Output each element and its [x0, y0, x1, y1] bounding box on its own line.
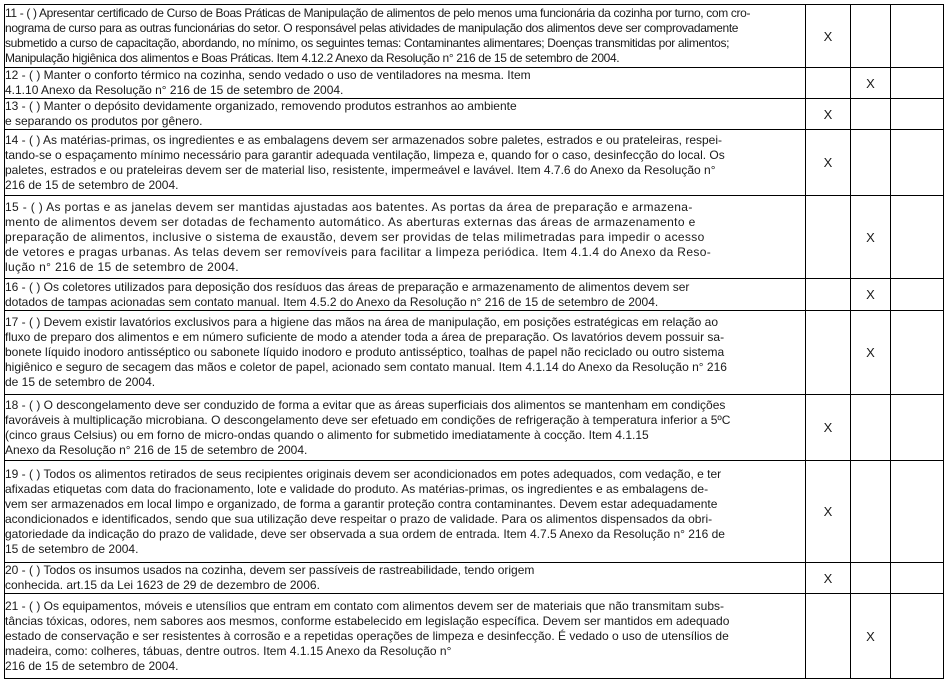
- item-text-line: 11 - ( ) Apresentar certificado de Curso de Boas Práticas de Manipulação de alimentos de pelo menos uma funcionária da cozinha por turno, com cro-: [5, 6, 751, 20]
- item-text-line: paletes, estrados e ou prateleiras devem ser de material liso, resistente, impermeável e lavável. Item 4.7.6 do Anexo da Resolução n°: [5, 162, 716, 177]
- item-text-line: estado de conservação e ser resistentes à corrosão e a repetidas operações de limpeza e desinfecção. É vedado o uso de utensílios de: [5, 628, 729, 643]
- mark-cell: [891, 563, 944, 594]
- item-text-line: 20 - ( ) Todos os insumos usados na cozinha, devem ser passíveis de rastreabilidade, tendo origem: [5, 563, 535, 577]
- item-text-line: de vetores e pragas urbanas. As telas devem ser removíveis para facilitar a limpeza periódica. Item 4.1.4 do Anexo da Reso-: [5, 244, 712, 259]
- mark-cell: [851, 5, 891, 68]
- checklist-row: [5, 311, 944, 395]
- mark-cell: X: [806, 461, 851, 563]
- mark-cell: X: [806, 5, 851, 68]
- checklist-row: [5, 594, 944, 679]
- mark-cell: [891, 5, 944, 68]
- mark-cell: [851, 130, 891, 196]
- mark-cell: X: [851, 594, 891, 679]
- mark-cell: X: [806, 130, 851, 196]
- item-text-line: 19 - ( ) Todos os alimentos retirados de seus recipientes originais devem ser acondicionados em potes adequados, com vedação, e ter: [5, 466, 722, 481]
- item-text-line: lução n° 216 de 15 de setembro de 2004.: [5, 259, 239, 274]
- mark-cell: [891, 130, 944, 196]
- item-text-line: 216 de 15 de setembro de 2004.: [5, 177, 179, 192]
- item-text-line: fluxo de preparo dos alimentos e em número suficiente de modo a atender toda a área de preparação. Os lavatórios devem possuir sa-: [5, 330, 725, 344]
- item-text-line: bonete líquido inodoro antisséptico ou sabonete líquido inodoro e produto antisséptico, toalhas de papel não reciclado ou outro sistema: [5, 345, 725, 359]
- checklist-body: [5, 5, 944, 679]
- item-text-line: tando-se o espaçamento mínimo necessário para garantir adequada ventilação, limpeza e, quando for o caso, desinfecção do local. Os: [5, 147, 725, 162]
- checklist-row: [5, 99, 944, 130]
- mark-cell: X: [851, 279, 891, 311]
- item-text-line: 4.1.10 Anexo da Resolução n° 216 de 15 de setembro de 2004.: [5, 83, 344, 97]
- mark-cell: [851, 395, 891, 461]
- mark-cell: [806, 594, 851, 679]
- item-text-line: de 15 de setembro de 2004.: [5, 375, 156, 389]
- item-text-line: 15 - ( ) As portas e as janelas devem ser mantidas ajustadas aos batentes. As portas da área de preparação e armazena-: [5, 199, 693, 214]
- mark-cell: [891, 311, 944, 395]
- mark-cell: [851, 99, 891, 130]
- item-text-line: e separando os produtos por gênero.: [5, 114, 203, 128]
- item-text-line: 21 - ( ) Os equipamentos, móveis e utensílios que entram em contato com alimentos devem ser de materiais que não transmitam subs-: [5, 598, 724, 613]
- item-text-line: submetido a curso de capacitação, abordando, no mínimo, os seguintes temas: Contaminantes alimentares; Doenças transmitidas por alimentos;: [5, 36, 730, 50]
- item-text-line: (cinco graus Celsius) ou em forno de micro-ondas quando o alimento for submetido imediatamente à cocção. Item 4.1.15: [5, 427, 649, 442]
- item-text: [5, 5, 806, 68]
- item-text-line: gatoriedade da indicação do prazo de validade, deve ser observada a sua ordem de entrada. Item 4.7.5 Anexo da Resolução n° 216 de: [5, 526, 725, 541]
- item-text-line: Anexo da Resolução n° 216 de 15 de setembro de 2004.: [5, 442, 308, 457]
- checklist-row: [5, 461, 944, 563]
- item-text: [5, 196, 806, 279]
- item-text-line: Manipulação higiênica dos alimentos e Boas Práticas. Item 4.12.2 Anexo da Resolução n° 216 de 15 de setembro de 2004.: [5, 51, 620, 65]
- item-text-line: 216 de 15 de setembro de 2004.: [5, 658, 179, 673]
- checklist-row: [5, 563, 944, 594]
- item-text-line: afixadas etiquetas com data do fracionamento, lote e validade do produto. As matérias-primas, os ingredientes e as embalagens de-: [5, 481, 709, 496]
- item-text-line: dotados de tampas acionadas sem contato manual. Item 4.5.2 do Anexo da Resolução n° 216 de 15 de setembro de 2004.: [5, 294, 659, 309]
- checklist-table: [4, 4, 944, 679]
- item-text-line: favoráveis à multiplicação microbiana. O descongelamento deve ser efetuado em condições de refrigeração à temperatura inferior a 5ºC: [5, 412, 731, 427]
- item-text-line: higiênico e seguro de secagem das mãos e coletor de papel, acionado sem contato manual. Item 4.1.14 do Anexo da Resolução n° 216: [5, 360, 727, 374]
- mark-cell: [851, 461, 891, 563]
- mark-cell: X: [806, 563, 851, 594]
- item-text-line: mento de alimentos devem ser dotadas de fechamento automático. As aberturas externas das áreas de armazenamento e: [5, 214, 696, 229]
- item-text-line: 12 - ( ) Manter o conforto térmico na cozinha, sendo vedado o uso de ventiladores na mesma. Item: [5, 68, 531, 82]
- item-text: [5, 594, 806, 679]
- item-text-line: 15 de setembro de 2004.: [5, 541, 139, 556]
- item-text: [5, 130, 806, 196]
- item-text-line: 14 - ( ) As matérias-primas, os ingredientes e as embalagens devem ser armazenados sobre paletes, estrados e ou prateleiras, respei-: [5, 132, 723, 147]
- item-text: [5, 68, 806, 99]
- item-text-line: preparação de alimentos, inclusive o sistema de exaustão, devem ser providas de telas milimetradas para impedir o acesso: [5, 229, 705, 244]
- mark-cell: [891, 594, 944, 679]
- checklist-row: [5, 130, 944, 196]
- mark-cell: [851, 563, 891, 594]
- checklist-row: [5, 196, 944, 279]
- item-text: [5, 311, 806, 395]
- mark-cell: [891, 279, 944, 311]
- mark-cell: [891, 68, 944, 99]
- item-text: [5, 395, 806, 461]
- item-text-line: vem ser armazenados em local limpo e organizado, de forma a garantir proteção contra contaminantes. Devem estar adequadamente: [5, 496, 718, 511]
- mark-cell: X: [851, 311, 891, 395]
- item-text: [5, 279, 806, 311]
- item-text-line: 13 - ( ) Manter o depósito devidamente organizado, removendo produtos estranhos ao ambiente: [5, 99, 517, 113]
- mark-cell: X: [806, 99, 851, 130]
- item-text: [5, 461, 806, 563]
- item-text: [5, 563, 806, 594]
- item-text-line: 18 - ( ) O descongelamento deve ser conduzido de forma a evitar que as áreas superficiais dos alimentos se mantenham em condições: [5, 397, 726, 412]
- item-text-line: nograma de curso para as outras funcionárias do setor. O responsável pelas atividades de manipulação dos alimentos deve ser comprovadamente: [5, 21, 739, 35]
- item-text: [5, 99, 806, 130]
- item-text-line: tâncias tóxicas, odores, nem sabores aos mesmos, conforme estabelecido em legislação específica. Devem ser mantidos em adequado: [5, 613, 730, 628]
- mark-cell: [806, 279, 851, 311]
- checklist-row: [5, 279, 944, 311]
- mark-cell: X: [851, 196, 891, 279]
- item-text-line: acondicionados e identificados, sendo que sua utilização deve respeitar o prazo de validade. Para os alimentos dispensados da obri-: [5, 511, 713, 526]
- mark-cell: [891, 99, 944, 130]
- mark-cell: X: [806, 395, 851, 461]
- checklist-row: [5, 395, 944, 461]
- mark-cell: [891, 395, 944, 461]
- mark-cell: [891, 196, 944, 279]
- checklist-row: [5, 68, 944, 99]
- mark-cell: [891, 461, 944, 563]
- mark-cell: X: [851, 68, 891, 99]
- item-text-line: 17 - ( ) Devem existir lavatórios exclusivos para a higiene das mãos na área de manipulação, em posições estratégicas em relação ao: [5, 315, 719, 329]
- item-text-line: 16 - ( ) Os coletores utilizados para deposição dos resíduos das áreas de preparação e armazenamento de alimentos devem ser: [5, 279, 690, 294]
- mark-cell: [806, 68, 851, 99]
- mark-cell: [806, 311, 851, 395]
- item-text-line: conhecida. art.15 da Lei 1623 de 29 de dezembro de 2006.: [5, 578, 320, 592]
- item-text-line: madeira, como: colheres, tábuas, dentre outros. Item 4.1.15 Anexo da Resolução n°: [5, 643, 452, 658]
- mark-cell: [806, 196, 851, 279]
- checklist-row: [5, 5, 944, 68]
